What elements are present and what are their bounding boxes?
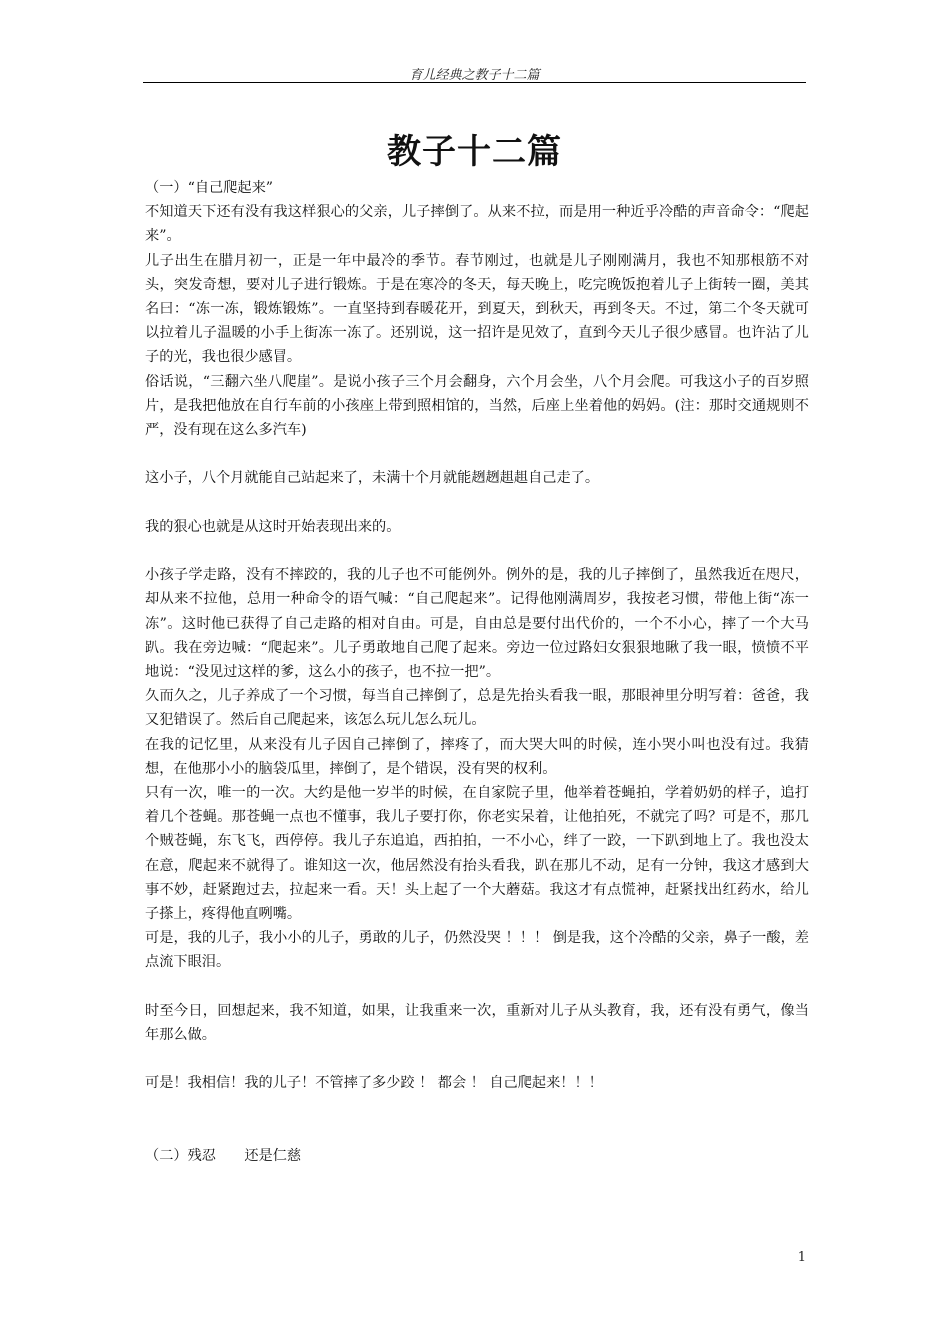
section-heading: （一）“自己爬起来” (145, 180, 274, 196)
paragraph: 俗话说，“三翻六坐八爬崖”。是说小孩子三个月会翻身，六个月会坐，八个月会爬。可我这小子的百岁照片，是我把他放在自行车前的小孩座上带到照相馆的，当然，后座上坐着他的妈妈。(注：那时交通规则不严，没有现在这么多汽车) (145, 373, 809, 439)
paragraph: 这小子，八个月就能自己站起来了，未满十个月就能趔趔趄趄自己走了。 (145, 470, 600, 487)
paragraph: 时至今日，回想起来，我不知道，如果，让我重来一次，重新对儿子从头教育，我，还有没有勇气，像当年那么做。 (145, 1002, 809, 1044)
paragraph-gap (145, 539, 809, 563)
paragraph: 只有一次，唯一的一次。大约是他一岁半的时候，在自家院子里，他举着苍蝇拍，学着奶奶的样子，追打着几个苍蝇。那苍蝇一点也不懂事，我儿子要打你，你老实呆着，让他拍死，不就完了吗？可是不，那几个贼苍蝇，东飞飞，西停停。我儿子东追追，西拍拍，一不小心，绊了一跤，一下趴到地上了。我也没太在意，爬起来不就得了。谁知这一次，他居然没有抬头看我，趴在那儿不动，足有一分钟，我这才感到大事不妙，赶紧跑过去，拉起来一看。天！头上起了一个大蘑菇。我这才有点慌神，赶紧找出红药水，给儿子搽上，疼得他直咧嘴。 (145, 785, 809, 923)
paragraph-gap (145, 1096, 809, 1144)
document-body (145, 176, 809, 1168)
paragraph: 不知道天下还有没有我这样狠心的父亲，儿子摔倒了。从来不拉，而是用一种近乎冷酷的声音命令：“爬起来”。 (145, 204, 809, 245)
paragraph: 我的狠心也就是从这时开始表现出来的。 (145, 518, 401, 535)
running-header: 育儿经典之教子十二篇 (409, 68, 540, 83)
section-heading: （二）残忍 还是仁慈 (145, 1148, 302, 1165)
paragraph: 久而久之，儿子养成了一个习惯，每当自己摔倒了，总是先抬头看我一眼，那眼神里分明写着：爸爸，我又犯错误了。然后自己爬起来，该怎么玩儿怎么玩儿。 (145, 688, 809, 729)
paragraph: 儿子出生在腊月初一，正是一年中最冷的季节。春节刚过，也就是儿子刚刚满月，我也不知那根筋不对头，突发奇想，要对儿子进行锻炼。于是在寒冷的冬天，每天晚上，吃完晚饭抱着儿子上街转一圈，美其名曰：“冻一冻，锻炼锻炼”。一直坚持到春暖花开，到夏天，到秋天，再到冬天。不过，第二个冬天就可以拉着儿子温暖的小手上街冻一冻了。还别说，这一招许是见效了，直到今天儿子很少感冒。也许沾了儿子的光，我也很少感冒。 (145, 252, 809, 366)
paragraph: 可是，我的儿子，我小小的儿子，勇敢的儿子，仍然没哭 ！！！ 倒是我，这个冷酷的父亲，鼻子一酸，差点流下眼泪。 (145, 930, 809, 971)
paragraph-gap (145, 975, 809, 999)
paragraph-gap (145, 491, 809, 515)
header-rule (143, 82, 806, 83)
paragraph: 可是！我相信！我的儿子！不管摔了多少跤 ！ 都会 ！ 自己爬起来！！！ (145, 1075, 603, 1092)
paragraph: 在我的记忆里，从来没有儿子因自己摔倒了，摔疼了，而大哭大叫的时候，连小哭小叫也没有过。我猜想，在他那小小的脑袋瓜里，摔倒了，是个错误，没有哭的权利。 (145, 736, 809, 777)
paragraph-gap (145, 442, 809, 466)
page-number: 1 (797, 1250, 806, 1265)
document-title: 教子十二篇 (387, 132, 562, 172)
paragraph-gap (145, 1047, 809, 1071)
paragraph: 小孩子学走路，没有不摔跤的，我的儿子也不可能例外。例外的是，我的儿子摔倒了，虽然我近在咫尺，却从来不拉他，总用一种命令的语气喊：“自己爬起来”。记得他刚满周岁，我按老习惯，带他上街“冻一冻”。这时他已获得了自己走路的相对自由。可是，自由总是要付出代价的，一个不小心，摔了一个大马趴。我在旁边喊：“爬起来”。儿子勇敢地自己爬了起来。旁边一位过路妇女狠狠地瞅了我一眼，愤愤不平地说：“没见过这样的爹，这么小的孩子，也不拉一把”。 (145, 567, 809, 681)
